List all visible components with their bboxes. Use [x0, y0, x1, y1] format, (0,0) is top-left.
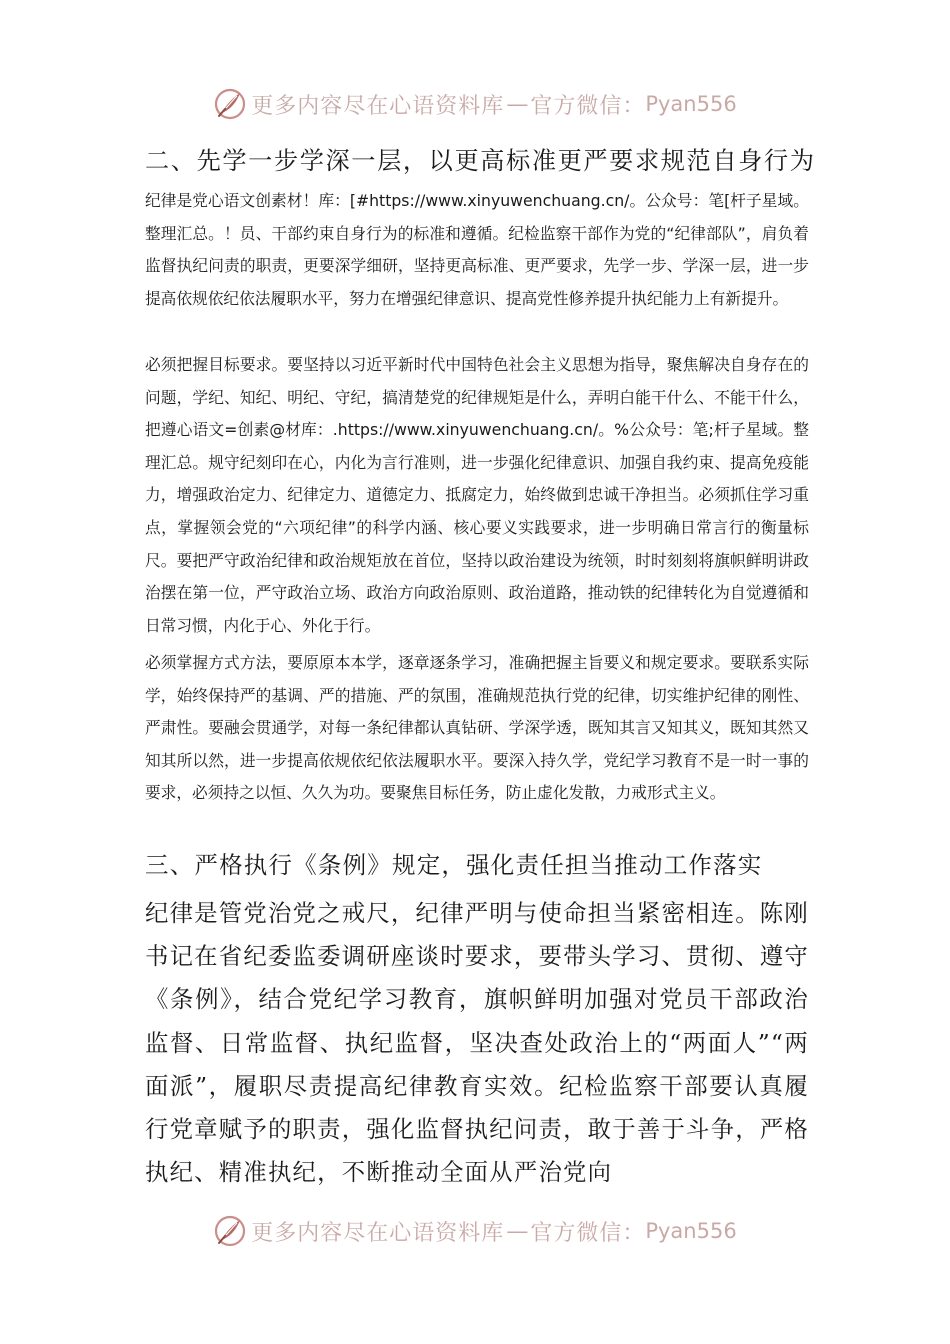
footer-watermark — [0, 1209, 950, 1253]
section-2-paragraph-1: 纪律是党心语文创素材！库：[#https://www.xinyuwenchuang.cn/。公众号：笔[杆子星域。整理汇总。！员、干部约束自身行为的标准和遵循。纪检监察干部作为党的“纪律部队”，肩负着监督执纪问责的职责，更要深学细研，坚持更高标准、更严要求，先学一步、学深一层，进一步提高依规依纪依法履职水平，努力在增强纪律意识、提高党性修养提升执纪能力上有新提升。 — [145, 191, 809, 308]
watermark-site-name: 更多内容尽在心语资料库 — [251, 1220, 505, 1246]
watermark-dash: — — [506, 91, 529, 117]
section-2-heading: 二、先学一步学深一层，以更高标准更严要求规范自身行为 — [145, 147, 816, 175]
section-2-paragraph-3: 必须掌握方式方法，要原原本本学，逐章逐条学习，准确把握主旨要义和规定要求。要联系实际学，始终保持严的基调、严的措施、严的氛围，准确规范执行党的纪律，切实维护纪律的刚性、严肃性。要融会贯通学，对每一条纪律都认真钻研、学深学透，既知其言又知其义，既知其然又知其所以然，进一步提高依规依纪依法履职水平。要深入持久学，党纪学习教育不是一时一事的要求，必须持之以恒、久久为功。要聚焦目标任务，防止虚化发散，力戒形式主义。 — [145, 653, 809, 803]
section-3-heading: 三、严格执行《条例》规定，强化责任担当推动工作落实 — [145, 851, 763, 879]
watermark-contact-label: 官方微信： — [530, 1220, 646, 1246]
watermark-dash: — — [506, 1218, 529, 1244]
watermark-contact-id: Pyan556 — [645, 1219, 737, 1243]
section-2-paragraph-2: 必须把握目标要求。要坚持以习近平新时代中国特色社会主义思想为指导，聚焦解决自身存在的问题，学纪、知纪、明纪、守纪，搞清楚党的纪律规矩是什么，弄明白能干什么、不能干什么，把遵心语文=创素@材库：.https://www.xinyuwenchuang.cn/。%公众号：笔;杆子星域。整理汇总。规守纪刻印在心，内化为言行准则，进一步强化纪律意识、加强自我约束、提高免疫能力，增强政治定力、纪律定力、道德定力、抵腐定力，始终做到忠诚干净担当。必须抓住学习重点，掌握领会党的“六项纪律”的科学内涵、核心要义实践要求，进一步明确日常言行的衡量标尺。要把严守政治纪律和政治规矩放在首位，坚持以政治建设为统领，时时刻刻将旗帜鲜明讲政治摆在第一位，严守政治立场、政治方向政治原则、政治道路，推动铁的纪律转化为自觉遵循和日常习惯，内化于心、外化于行。 — [145, 355, 809, 635]
header-watermark — [0, 82, 950, 126]
watermark-contact-label: 官方微信： — [530, 93, 646, 119]
watermark-contact-id: Pyan556 — [645, 92, 737, 116]
feather-pen-logo-icon — [213, 87, 247, 121]
section-3-paragraph: 纪律是管党治党之戒尺，纪律严明与使命担当紧密相连。陈刚书记在省纪委监委调研座谈时要求，要带头学习、贯彻、遵守《条例》，结合党纪学习教育，旗帜鲜明加强对党员干部政治监督、日常监督、执纪监督，坚决查处政治上的“两面人”“两面派”，履职尽责提高纪律教育实效。纪检监察干部要认真履行党章赋予的职责，强化监督执纪问责，敢于善于斗争，严格执纪、精准执纪，不断推动全面从严治党向 — [145, 899, 809, 1187]
feather-pen-logo-icon — [213, 1214, 247, 1248]
watermark-site-name: 更多内容尽在心语资料库 — [251, 93, 505, 119]
